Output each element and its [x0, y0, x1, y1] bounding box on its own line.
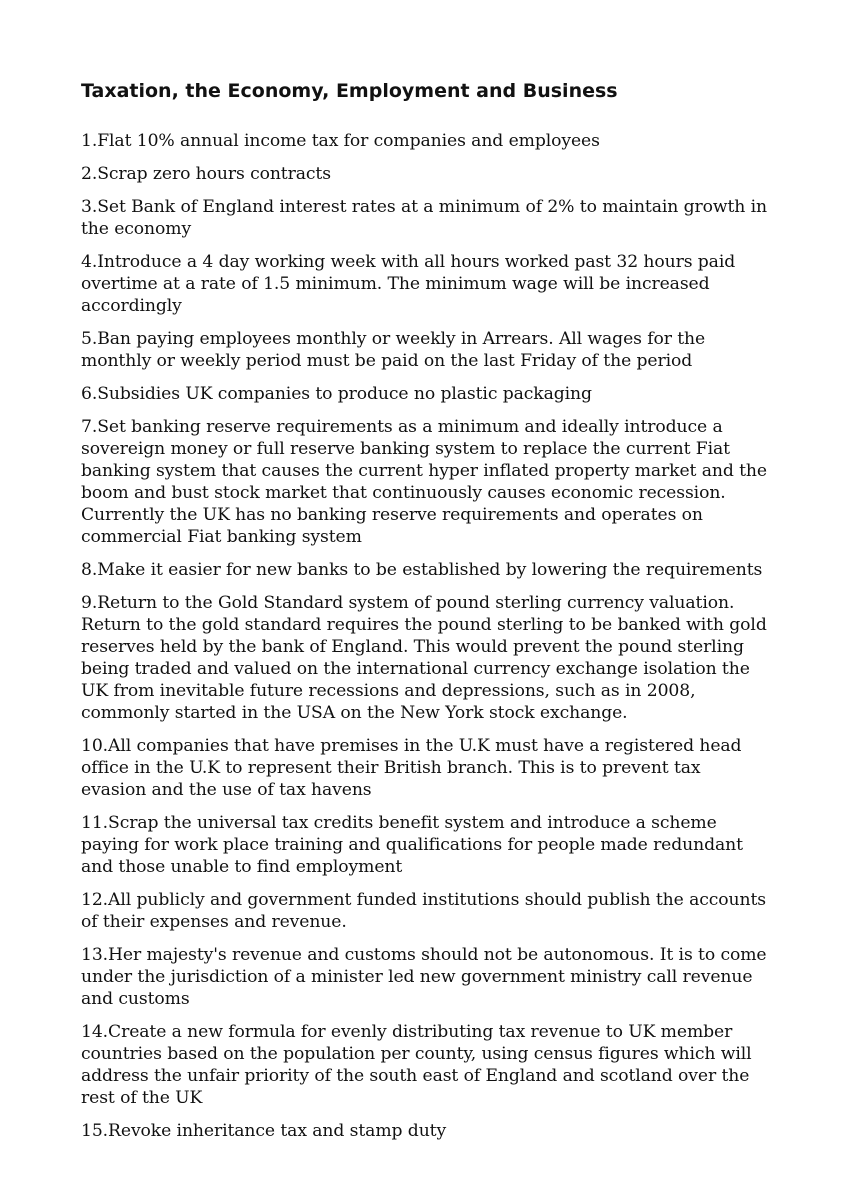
list-item: 2.Scrap zero hours contracts	[81, 164, 331, 184]
list-item: 15.Revoke inheritance tax and stamp duty	[81, 1121, 447, 1141]
list-item: 9.Return to the Gold Standard system of pound sterling currency valuation. Return to the gold standard requires the pound sterling to be banked with gold reserves held by the bank of England. This would prevent the pound sterling being traded and valued on the international currency exchange isolation the UK from inevitable future recessions and depressions, such as in 2008, commonly started in the USA on the New York stock exchange.	[81, 593, 767, 723]
list-item: 12.All publicly and government funded institutions should publish the accounts of their expenses and revenue.	[81, 890, 767, 932]
list-item: 5.Ban paying employees monthly or weekly in Arrears. All wages for the monthly or weekly period must be paid on the last Friday of the period	[81, 329, 706, 371]
document-page	[81, 78, 771, 1153]
list-item: 8.Make it easier for new banks to be established by lowering the requirements	[81, 560, 763, 580]
list-item: 11.Scrap the universal tax credits benefit system and introduce a scheme paying for work place training and qualifications for people made redundant and those unable to find employment	[81, 813, 743, 877]
page-title: Taxation, the Economy, Employment and Business	[81, 80, 618, 102]
list-item: 6.Subsidies UK companies to produce no plastic packaging	[81, 384, 592, 404]
list-item: 3.Set Bank of England interest rates at a minimum of 2% to maintain growth in the economy	[81, 197, 767, 239]
policy-list	[81, 130, 771, 1142]
list-item: 4.Introduce a 4 day working week with all hours worked past 32 hours paid overtime at a rate of 1.5 minimum. The minimum wage will be increased accordingly	[81, 252, 736, 316]
list-item: 14.Create a new formula for evenly distributing tax revenue to UK member countries based on the population per county, using census figures which will address the unfair priority of the south east of England and scotland over the rest of the UK	[81, 1022, 752, 1108]
list-item: 1.Flat 10% annual income tax for companies and employees	[81, 131, 600, 151]
list-item: 13.Her majesty's revenue and customs should not be autonomous. It is to come under the jurisdiction of a minister led new government ministry call revenue and customs	[81, 945, 767, 1009]
list-item: 10.All companies that have premises in the U.K must have a registered head office in the U.K to represent their British branch. This is to prevent tax evasion and the use of tax havens	[81, 736, 742, 800]
list-item: 7.Set banking reserve requirements as a minimum and ideally introduce a sovereign money or full reserve banking system to replace the current Fiat banking system that causes the current hyper inflated property market and the boom and bust stock market that continuously causes economic recession. Currently the UK has no banking reserve requirements and operates on commercial Fiat banking system	[81, 417, 767, 547]
